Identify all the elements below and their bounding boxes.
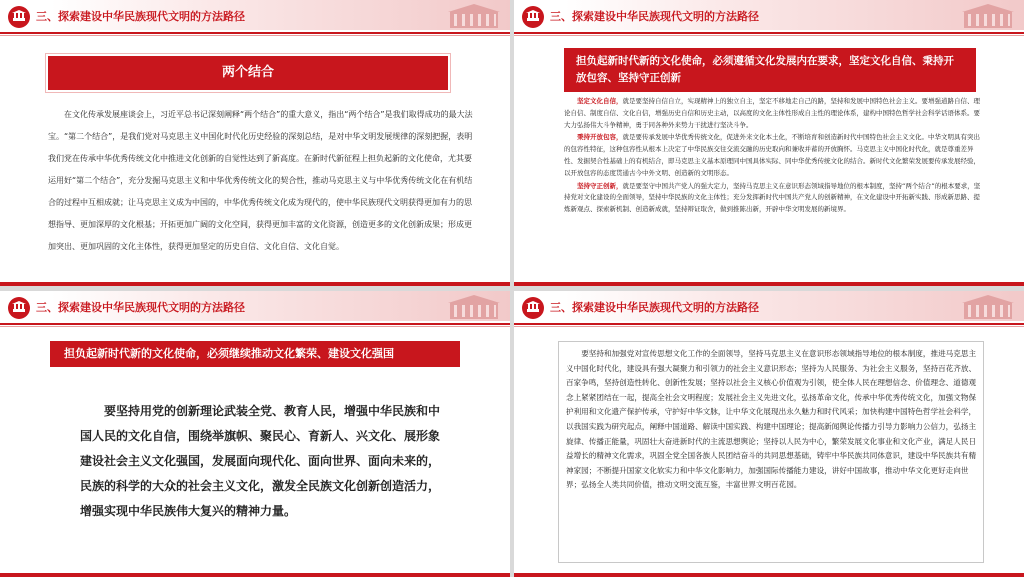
heading-box	[48, 56, 448, 90]
slide-2	[514, 0, 1024, 286]
building-icon	[958, 293, 1018, 321]
slide-header	[0, 291, 510, 327]
paragraph-text: 就是要坚守中国共产党人的强大定力，坚持马克思主义在意识形态领域指导地位的根本制度，坚持“两个结合”的根本要求，坚持党对文化建设的全面领导，坚持中华民族的文化主体性；充分发挥新时代中国共产党人的创新精神，在文化建设中开拓新实践、形成新思路、提炼新观点、探索新机制、创造新成就，坚持辩证取舍，做到推陈出新，开辟中华文明发展的新境界。	[564, 181, 981, 214]
footer-bar	[514, 573, 1024, 577]
slide-4	[514, 291, 1024, 577]
section-title: 三、探索建设中华民族现代文明的方法路径	[36, 301, 245, 314]
building-icon	[444, 293, 504, 321]
party-emblem-icon	[8, 6, 30, 28]
keyword: 坚持守正创新，	[577, 181, 623, 190]
heading: 两个结合	[221, 65, 274, 80]
footer-bar	[514, 282, 1024, 286]
paragraph	[564, 96, 984, 131]
slide-3	[0, 291, 510, 577]
body-text: 在文化传承发展座谈会上，习近平总书记深刻阐释“两个结合”的重大意义，指出“两个结合”是我们取得成功的最大法宝。“第二个结合”，是我们党对马克思主义中国化时代化历史经验的深刻总结，是对中华文明发展规律的深刻把握，表明我们党在传承中华优秀传统文化中推进文化创新的自觉性达到了新高度。在新时代新征程上担负起新的文化使命，尤其要运用好“第二个结合”，充分发掘马克思主义和中华优秀传统文化的契合性，推动马克思主义与中华优秀传统文化在有机结合的过程中互相成就；让马克思主义成为中国的，中华优秀传统文化成为现代的，使中华民族现代文明获得更加有力的思想指导、更加深厚的文化根基；开拓更加广阔的文化空间，获得更加丰富的文化资源，创造更多的文化创新成果；形成更加突出、更加巩固的文化主体性，获得更加坚定的历史自信、文化自信、文化自觉。	[48, 110, 473, 251]
slide-1	[0, 0, 510, 286]
header-rule	[0, 323, 510, 325]
building-icon	[958, 2, 1018, 30]
footer-bar	[0, 573, 510, 577]
section-title: 三、探索建设中华民族现代文明的方法路径	[550, 301, 759, 314]
section-title: 三、探索建设中华民族现代文明的方法路径	[550, 10, 759, 23]
header-rule-thin	[514, 35, 1024, 36]
paragraph-text: 就是要传承发展中华优秀传统文化，促进外来文化本土化，不断培育和创造新时代中国特色社会主义文化。中华文明具有突出的包容性特征，这种包容性从根本上决定了中华民族交往交流交融的历史取向和兼收并蓄的开放胸怀。马克思主义中国化时代化，就是尊重差异性、发掘契合性基础上的有机结合，即马克思主义基本原理同中国具体实际、同中华优秀传统文化的结合。新时代文化繁荣发展要传承发展经验，以开放包容的态度贯通古今中外文明、创造新的文明形态。	[564, 133, 980, 177]
party-emblem-icon	[8, 297, 30, 319]
header-rule	[0, 32, 510, 34]
keyword: 秉持开放包容，	[577, 133, 623, 142]
heading: 担负起新时代新的文化使命，必须继续推动文化繁荣、建设文化强国	[64, 347, 394, 360]
header-rule-thin	[0, 326, 510, 327]
heading: 担负起新时代新的文化使命，必须遵循文化发展内在要求，坚定文化自信、秉持开放包容、坚持守正创新	[576, 55, 954, 84]
party-emblem-icon	[522, 6, 544, 28]
keyword: 坚定文化自信，	[577, 97, 623, 105]
slide-header	[0, 0, 510, 36]
heading-box	[50, 341, 460, 367]
slide-header	[514, 0, 1024, 36]
heading-box	[564, 48, 976, 92]
header-rule	[514, 323, 1024, 325]
header-rule-thin	[514, 326, 1024, 327]
section-title: 三、探索建设中华民族现代文明的方法路径	[36, 10, 245, 23]
paragraph-text: 就是要坚持自信自立，实现精神上的独立自主，坚定不移地走自己的路，坚持和发展中国特色社会主义。要增强道路自信、理论自信、制度自信、文化自信，增强历史自信和历史主动，以高度的文化主体性形成自主性的理论体系，建构中国特色哲学社会科学话语体系。要大力弘扬伟大斗争精神，勇于同各种外来势力干扰进行坚决斗争。	[564, 97, 980, 129]
body-text: 要坚持用党的创新理论武装全党、教育人民，增强中华民族和中国人民的文化自信，围绕举旗帜、聚民心、育新人、兴文化、展形象建设社会主义文化强国，发展面向现代化、面向世界、面向未来的，民族的科学的大众的社会主义文化，激发全民族文化创新创造活力，增强实现中华民族伟大复兴的精神力量。	[80, 404, 441, 518]
header-rule-thin	[0, 35, 510, 36]
body-text	[564, 96, 984, 217]
body-text: 要坚持和加强党对宣传思想文化工作的全面领导，坚持马克思主义在意识形态领域指导地位的根本制度，推进马克思主义中国化时代化，建设具有强大凝聚力和引领力的社会主义意识形态；坚持为人民服务、为社会主义服务，坚持百花齐放、百家争鸣，坚持创造性转化、创新性发展；坚持以社会主义核心价值观为引领，使全体人民在理想信念、价值理念、道德观念上紧紧团结在一起，提高全社会文明程度；发展社会主义先进文化，弘扬革命文化，传承中华优秀传统文化，加强文物保护利用和文化遗产保护传承，守护好中华文脉，让中华文化展现出永久魅力和时代风采；加快构建中国特色哲学社会科学，以我国实践为研究起点，阐释中国道路、解读中国实践、构建中国理论；提高新闻舆论传播力引导力影响力公信力，弘扬主旋律、传播正能量，巩固壮大奋进新时代的主流思想舆论；坚持以人民为中心，繁荣发展文化事业和文化产业，满足人民日益增长的精神文化需求，巩固全党全国各族人民团结奋斗的共同思想基础，铸牢中华民族共同体意识，建设中华民族共有精神家园；不断提升国家文化软实力和中华文化影响力，加强国际传播能力建设，讲好中国故事，推动中华文化更好走向世界；弘扬全人类共同价值，推动文明交流互鉴，丰富世界文明百花园。	[566, 349, 977, 490]
paragraph	[564, 181, 984, 216]
party-emblem-icon	[522, 297, 544, 319]
footer-bar	[0, 282, 510, 286]
slide-header	[514, 291, 1024, 327]
paragraph	[564, 132, 984, 179]
header-rule	[514, 32, 1024, 34]
building-icon	[444, 2, 504, 30]
